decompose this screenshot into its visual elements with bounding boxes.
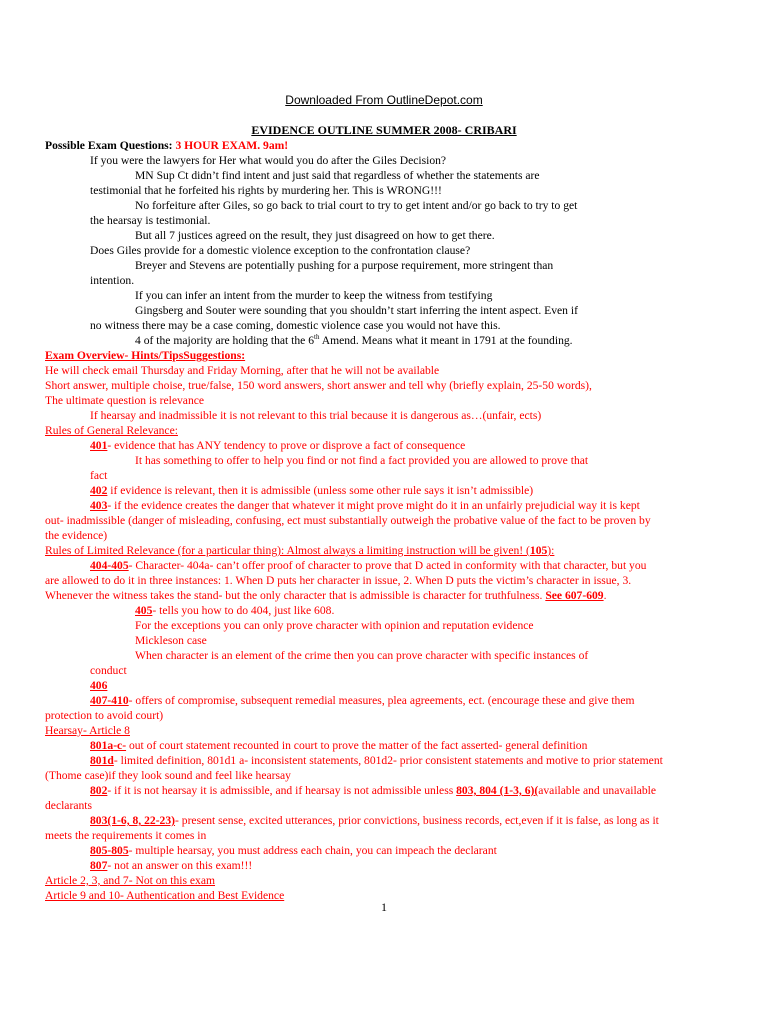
outline-line: He will check email Thursday and Friday Morning, after that he will not be available (45, 364, 440, 377)
line-text: 4 of the majority are holding that the 6 (135, 334, 315, 347)
outline-line: fact (90, 469, 108, 482)
rule-line (90, 738, 587, 753)
rule-text: available and unavailable (538, 784, 657, 797)
line-text: . (603, 589, 607, 602)
rule-text: - not an answer on this exam!!! (107, 859, 253, 872)
outline-line: meets the requirements it comes in (45, 829, 207, 842)
outline-line: Breyer and Stevens are potentially pushing for a purpose requirement, more stringent than (135, 259, 554, 272)
rule-number: 402 (90, 484, 108, 497)
section-heading: Article 2, 3, and 7- Not on this exam (45, 874, 216, 887)
rule-line (90, 753, 663, 768)
heading-text: Rules of Limited Relevance (for a particular thing): Almost always a limiting instruction will be given! ( (45, 544, 530, 557)
section-heading: Rules of General Relevance: (45, 424, 178, 437)
rule-line (90, 693, 635, 708)
section-heading: Article 9 and 10- Authentication and Best Evidence (45, 889, 285, 902)
rule-number: 801a-c- (90, 739, 127, 752)
rule-number: 801d (90, 754, 114, 767)
rule-line (90, 498, 640, 513)
rule-text: if evidence is relevant, then it is admissible (unless some other rule says it isn’t admissible) (107, 484, 534, 497)
rule-number: 802 (90, 784, 108, 797)
rule-number: 803, 804 (1-3, 6)( (456, 784, 539, 797)
rule-number: 404-405 (90, 559, 129, 572)
outline-line: Short answer, multiple choise, true/false, 150 word answers, short answer and tell why (briefly explain, 25-50 words), (45, 379, 592, 392)
rule-text: - present sense, excited utterances, prior convictions, business records, ect,even if it is false, as long as it (175, 814, 659, 827)
rule-number: 405 (135, 604, 153, 617)
ordinal-suffix: th (314, 333, 320, 342)
rule-line (135, 603, 334, 618)
outline-line: It has something to offer to help you find or not find a fact provided you are allowed to prove that (135, 454, 589, 467)
heading-text: ): (547, 544, 555, 557)
rule-line (90, 858, 252, 873)
page-number: 1 (381, 900, 387, 914)
exam-overview-heading: Exam Overview- Hints/TipsSuggestions: (45, 349, 246, 362)
outline-line: conduct (90, 664, 127, 677)
section-heading: Hearsay- Article 8 (45, 724, 130, 737)
outline-line: the hearsay is testimonial. (90, 214, 211, 227)
rule-text: - limited definition, 801d1 a- inconsistent statements, 801d2- prior consistent statements and motive to prior statement (113, 754, 663, 767)
outline-line: testimonial that he forfeited his rights by murdering her. This is WRONG!!! (90, 184, 442, 197)
rule-number: 807 (90, 859, 108, 872)
outline-line: If you can infer an intent from the murder to keep the witness from testifying (135, 289, 493, 302)
exam-detail: 3 HOUR EXAM. 9am! (175, 139, 289, 152)
outline-line (45, 588, 607, 603)
rule-number: 403 (90, 499, 108, 512)
rule-text: - offers of compromise, subsequent remedial measures, plea agreements, ect. (encourage these and give them (128, 694, 635, 707)
outline-line: Does Giles provide for a domestic violence exception to the confrontation clause? (90, 244, 471, 257)
rule-text: - if it is not hearsay it is admissible, and if hearsay is not admissible unless (107, 784, 457, 797)
rule-line (90, 483, 533, 498)
outline-line: (Thome case)if they look sound and feel like hearsay (45, 769, 291, 782)
rule-number: 406 (90, 679, 108, 692)
rule-number: 805-805 (90, 844, 129, 857)
rule-text: - if the evidence creates the danger that whatever it might prove might do it in an unfairly prejudicial way it is kept (107, 499, 640, 512)
rule-number: 803(1-6, 8, 22-23) (90, 814, 176, 827)
outline-line: out- inadmissible (danger of misleading, confusing, ect must substantially outweigh the probative value of the fact to be proven by (45, 514, 651, 527)
rule-text: - multiple hearsay, you must address each chain, you can impeach the declarant (128, 844, 497, 857)
outline-line: MN Sup Ct didn’t find intent and just said that regardless of whether the statements are (135, 169, 540, 182)
line-text: Amend. Means what it meant in 1791 at the founding. (319, 334, 573, 347)
rule-line (90, 783, 656, 798)
outline-line: are allowed to do it in three instances: 1. When D puts her character in issue, 2. When D puts the victim’s character in issue, 3. (45, 574, 632, 587)
rule-line (90, 558, 646, 573)
rule-text: - evidence that has ANY tendency to prove or disprove a fact of consequence (107, 439, 466, 452)
outline-line: If hearsay and inadmissible it is not relevant to this trial because it is dangerous as…(unfair, ects) (90, 409, 542, 422)
rule-text: - tells you how to do 404, just like 608. (152, 604, 335, 617)
outline-line: declarants (45, 799, 92, 812)
outline-line: intention. (90, 274, 135, 287)
outline-line: But all 7 justices agreed on the result, they just disagreed on how to get there. (135, 229, 495, 242)
section-heading (45, 543, 554, 558)
outline-line: no witness there may be a case coming, domestic violence case you would not have this. (90, 319, 501, 332)
cross-reference: See 607-609 (545, 589, 604, 602)
line-text: Whenever the witness takes the stand- but the only character that is admissible is character for truthfulness. (45, 589, 546, 602)
rule-line (90, 813, 659, 828)
source-header[interactable]: Downloaded From OutlineDepot.com (285, 93, 483, 107)
rule-number: 105 (529, 544, 548, 557)
outline-line: For the exceptions you can only prove character with opinion and reputation evidence (135, 619, 534, 632)
outline-line: If you were the lawyers for Her what would you do after the Giles Decision? (90, 154, 447, 167)
rule-line (90, 438, 465, 453)
rule-text: - Character- 404a- can’t offer proof of character to prove that D acted in conformity with that character, but you (128, 559, 647, 572)
exam-questions-heading (45, 138, 288, 153)
outline-line: No forfeiture after Giles, so go back to trial court to try to get intent and/or go back to try to get (135, 199, 578, 212)
outline-line: Gingsberg and Souter were sounding that you shouldn’t start inferring the intent aspect. Even if (135, 304, 578, 317)
exam-questions-label: Possible Exam Questions: (45, 139, 173, 152)
outline-line: the evidence) (45, 529, 108, 542)
rule-line (90, 843, 497, 858)
rule-number: 401 (90, 439, 108, 452)
rule-number: 407-410 (90, 694, 129, 707)
outline-line: The ultimate question is relevance (45, 394, 205, 407)
page-title: EVIDENCE OUTLINE SUMMER 2008- CRIBARI (251, 123, 517, 137)
rule-text: out of court statement recounted in court to prove the matter of the fact asserted- general definition (126, 739, 588, 752)
outline-line: protection to avoid court) (45, 709, 164, 722)
outline-line: When character is an element of the crime then you can prove character with specific instances of (135, 649, 589, 662)
outline-line (135, 333, 573, 348)
outline-line: Mickleson case (135, 634, 207, 647)
